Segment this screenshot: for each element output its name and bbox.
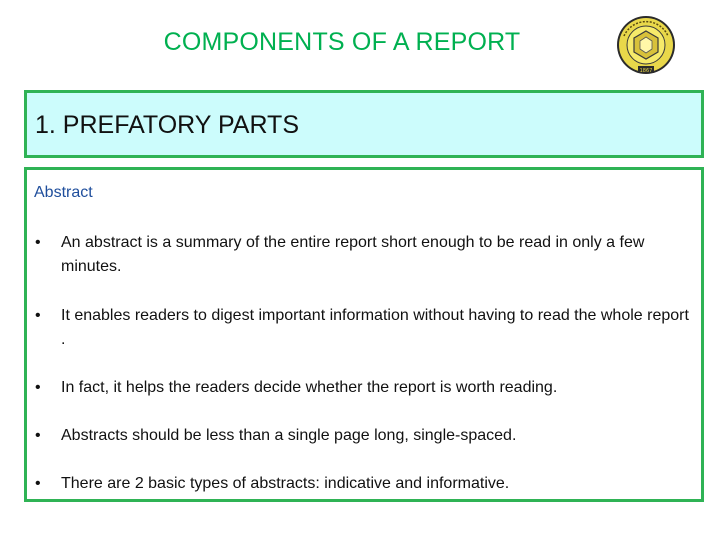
bullet-text: There are 2 basic types of abstracts: indicative and informative. [61, 475, 510, 492]
emblem-logo-icon [612, 14, 680, 76]
section-band [24, 90, 704, 158]
list-item [35, 424, 695, 448]
list-item [35, 304, 695, 352]
bullet-text: An abstract is a summary of the entire report short enough to be read in only a few minutes. [61, 234, 645, 275]
list-item [35, 472, 695, 496]
bullet-dot: • [35, 307, 41, 324]
abstract-heading: Abstract [34, 184, 93, 201]
bullet-text: Abstracts should be less than a single page long, single-spaced. [61, 427, 517, 444]
bullet-dot: • [35, 475, 41, 492]
bullet-dot: • [35, 379, 41, 396]
bullet-text: It enables readers to digest important information without having to read the whole report . [61, 307, 689, 348]
content-box [24, 167, 704, 502]
bullet-dot: • [35, 427, 41, 444]
bullet-dot: • [35, 234, 41, 251]
section-heading: 1. PREFATORY PARTS [35, 111, 299, 139]
list-item [35, 376, 695, 400]
logo-year: 1867 [639, 68, 653, 74]
bullet-text: In fact, it helps the readers decide whether the report is worth reading. [61, 379, 558, 396]
list-item [35, 231, 695, 279]
slide-title: COMPONENTS OF A REPORT [163, 28, 521, 56]
